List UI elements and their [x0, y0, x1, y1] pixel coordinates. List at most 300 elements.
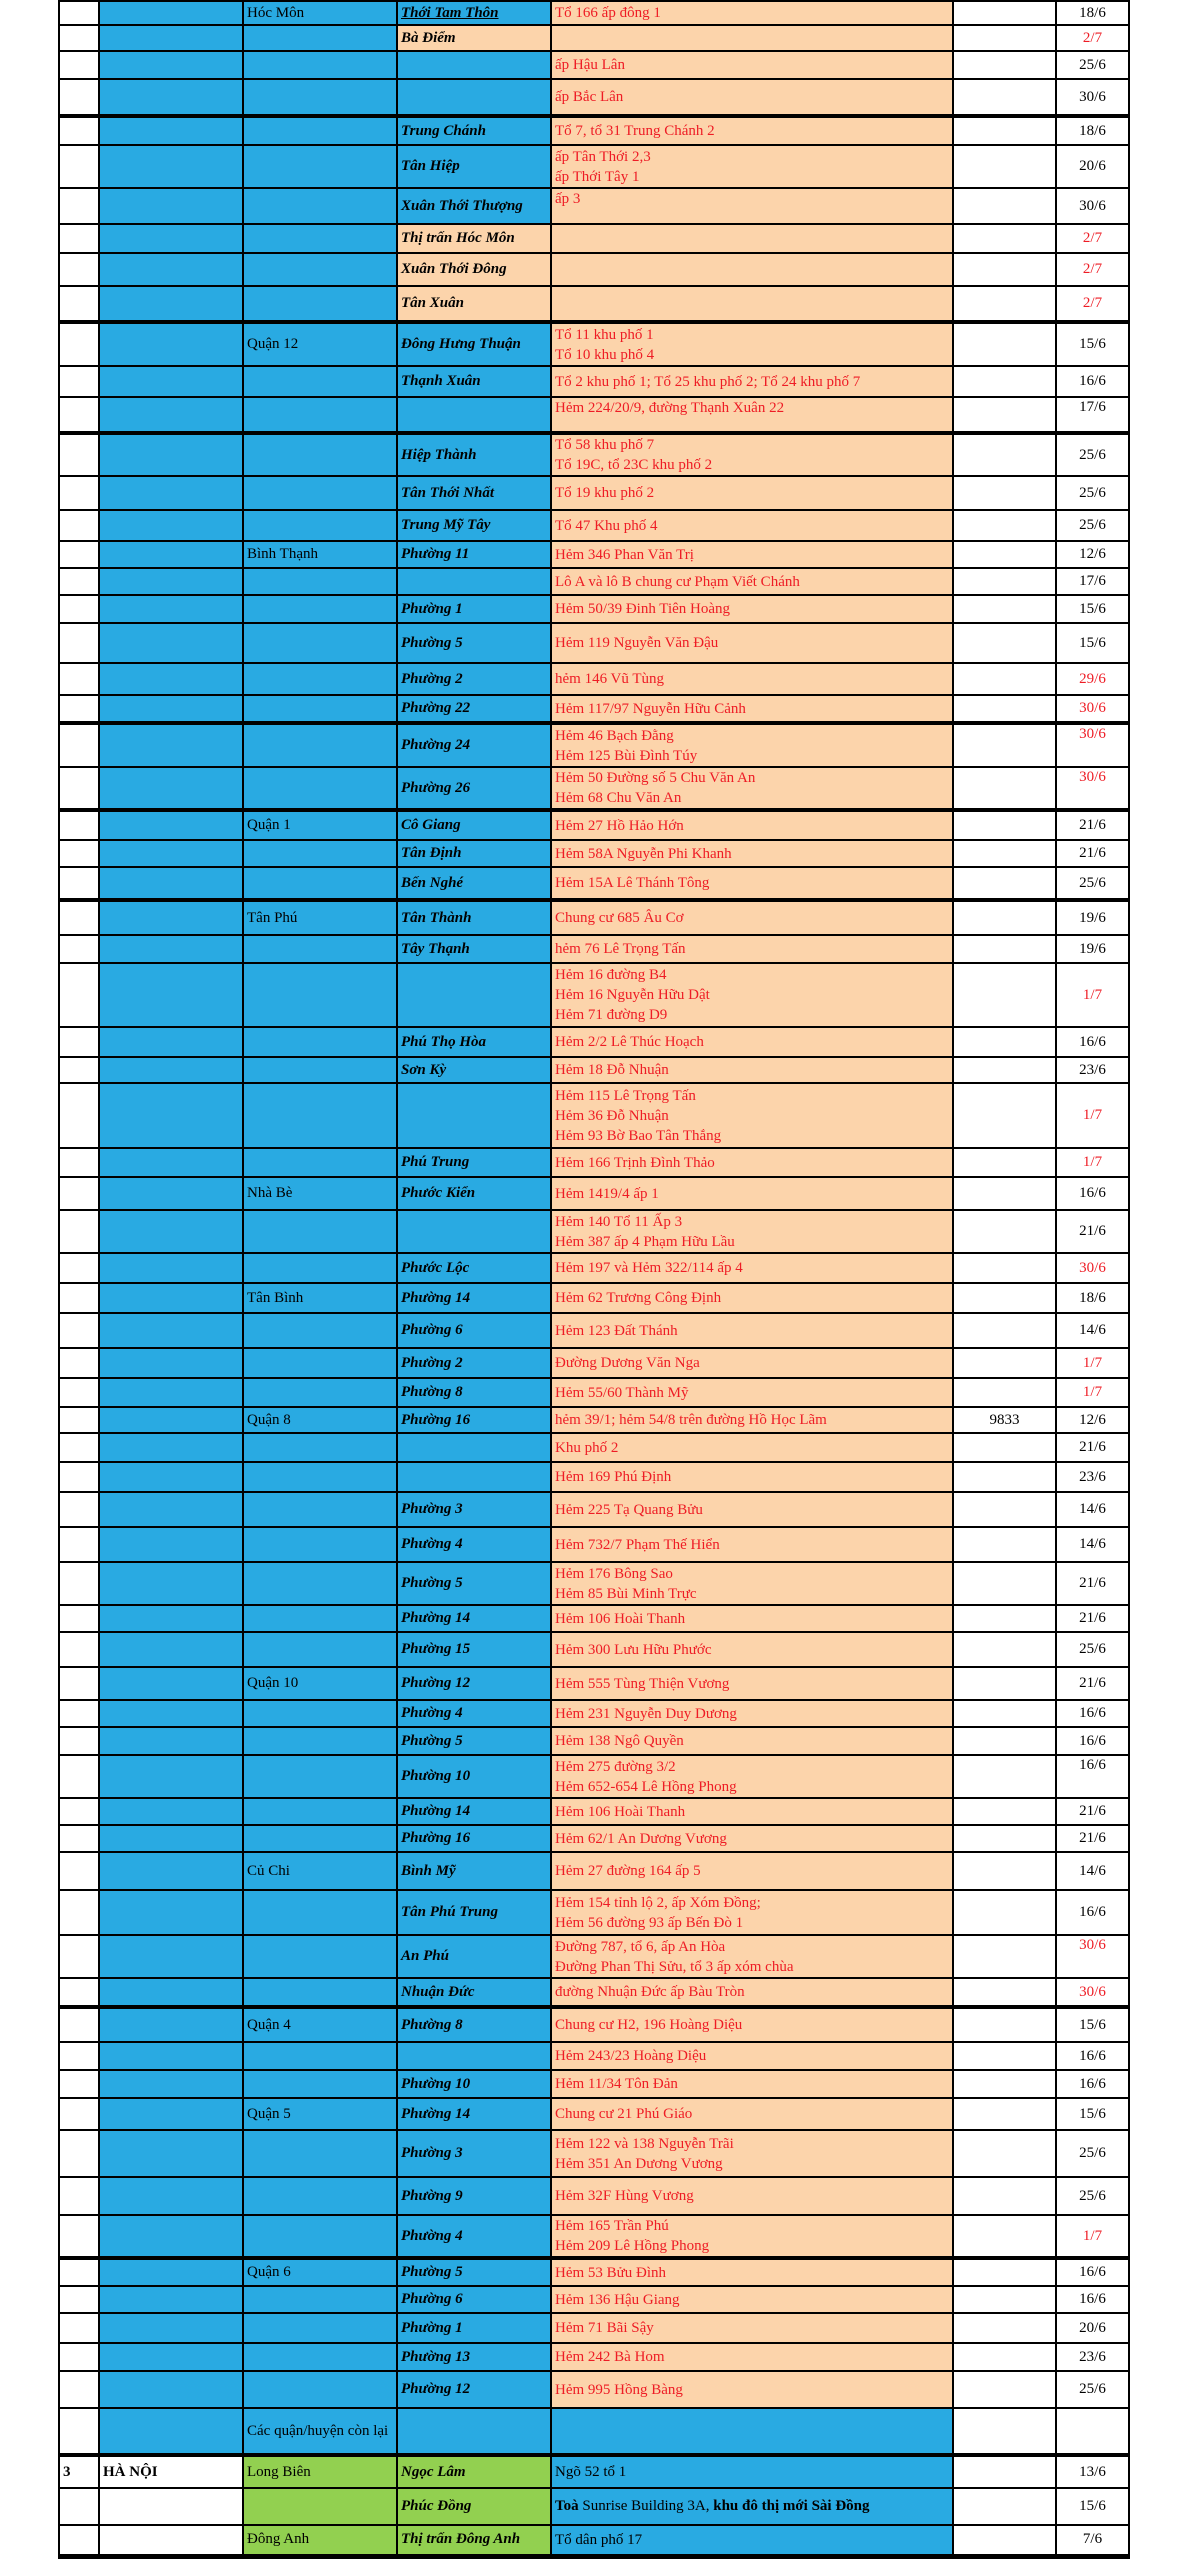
cell-case-count: [953, 1492, 1056, 1527]
cell-date: 21/6: [1056, 810, 1129, 840]
table-row: [59, 2343, 1129, 2371]
cell-case-count: [953, 2177, 1056, 2215]
table-row: [59, 366, 1129, 397]
address-line: Hẻm 231 Nguyễn Duy Dương: [555, 1705, 737, 1722]
cell-address: [551, 1210, 953, 1253]
cell-address: [551, 476, 953, 510]
cell-district: [243, 1632, 397, 1667]
cell-case-count: [953, 1283, 1056, 1313]
address-line: Hẻm 995 Hồng Bàng: [555, 2381, 683, 2398]
cell-district: Các quận/huyện còn lại: [243, 2408, 397, 2455]
address-line: Lô A và lô B chung cư Phạm Viết Chánh: [555, 573, 800, 590]
cell-case-count: [953, 224, 1056, 253]
cell-ward: Phường 6: [397, 1313, 551, 1348]
cell-district: [243, 510, 397, 541]
cell-address: [551, 1378, 953, 1407]
cell-city: [99, 1667, 243, 1700]
cell-city: [99, 224, 243, 253]
cell-date: 20/6: [1056, 2313, 1129, 2343]
cell-date: 30/6: [1056, 1978, 1129, 2007]
cell-date: 21/6: [1056, 1210, 1129, 1253]
cell-date: 20/6: [1056, 145, 1129, 188]
cell-date: 12/6: [1056, 541, 1129, 568]
cell-address: [551, 224, 953, 253]
cell-city: [99, 2042, 243, 2070]
cell-ward: An Phú: [397, 1935, 551, 1978]
cell-row-index: [59, 476, 99, 510]
cell-row-index: [59, 695, 99, 723]
cell-address: [551, 2070, 953, 2098]
cell-city: [99, 623, 243, 663]
cell-district: [243, 1727, 397, 1755]
cell-address: [551, 1935, 953, 1978]
cell-address: [551, 1283, 953, 1313]
address-line: Tổ dân phố 17: [555, 2531, 643, 2548]
table-row: [59, 1700, 1129, 1727]
address-line: Hẻm 169 Phú Định: [555, 1469, 672, 1485]
cell-district: [243, 568, 397, 595]
cell-ward: Hiệp Thành: [397, 433, 551, 476]
cell-ward: Phường 1: [397, 2313, 551, 2343]
cell-case-count: [953, 1825, 1056, 1852]
cell-case-count: [953, 1348, 1056, 1378]
cell-row-index: [59, 51, 99, 79]
cell-date: 25/6: [1056, 51, 1129, 79]
cell-address: [551, 1, 953, 25]
cell-district: [243, 366, 397, 397]
cell-ward: Phường 3: [397, 1492, 551, 1527]
cell-city: [99, 286, 243, 322]
cell-row-index: [59, 253, 99, 286]
cell-case-count: [953, 1852, 1056, 1890]
cell-date: 15/6: [1056, 322, 1129, 366]
table-row: [59, 322, 1129, 366]
cell-address: [551, 2098, 953, 2130]
table-row: [59, 1027, 1129, 1057]
address-line: đường Nhuận Đức ấp Bàu Tròn: [555, 1984, 745, 2000]
cell-date: 30/6: [1056, 79, 1129, 116]
cell-district: [243, 25, 397, 51]
address-line: Hẻm 225 Tạ Quang Bửu: [555, 1501, 703, 1518]
cell-address: [551, 840, 953, 867]
cell-case-count: [953, 1148, 1056, 1177]
cell-row-index: [59, 1283, 99, 1313]
cell-case-count: [953, 1935, 1056, 1978]
address-line: Hẻm 300 Lưu Hữu Phước: [555, 1641, 712, 1658]
address-line: Hẻm 32F Hùng Vương: [555, 2188, 694, 2204]
cell-ward: Phúc Đồng: [397, 2488, 551, 2525]
cell-row-index: [59, 1027, 99, 1057]
cell-case-count: [953, 25, 1056, 51]
cell-city: [99, 1177, 243, 1210]
cell-row-index: [59, 1700, 99, 1727]
cell-district: Quận 1: [243, 810, 397, 840]
cell-district: [243, 145, 397, 188]
cell-district: [243, 2215, 397, 2258]
cell-date: 2/7: [1056, 286, 1129, 322]
cell-case-count: [953, 2215, 1056, 2258]
table-row: [59, 476, 1129, 510]
cell-city: [99, 810, 243, 840]
table-row: [59, 2070, 1129, 2098]
cell-row-index: [59, 25, 99, 51]
cell-address: [551, 1755, 953, 1798]
table-row: [59, 1527, 1129, 1562]
address-line: Hẻm 16 đường B4: [555, 967, 667, 983]
cell-case-count: [953, 2286, 1056, 2313]
table-row: [59, 2042, 1129, 2070]
cell-district: Quận 5: [243, 2098, 397, 2130]
cell-case-count: [953, 935, 1056, 963]
address-line: Hẻm 27 Hồ Hảo Hớn: [555, 817, 684, 834]
cell-row-index: [59, 568, 99, 595]
cell-row-index: [59, 1210, 99, 1253]
address-line: Hẻm 176 Bông Sao: [555, 1565, 673, 1582]
cell-city: [99, 1283, 243, 1313]
cell-address: [551, 1057, 953, 1083]
address-line: Chung cư 685 Âu Cơ: [555, 910, 684, 926]
cell-district: [243, 2177, 397, 2215]
cell-city: [99, 1027, 243, 1057]
address-text-segment: Toà: [555, 2498, 583, 2515]
cell-case-count: [953, 253, 1056, 286]
address-line: Tổ 10 khu phố 4: [555, 346, 655, 363]
cell-date: 30/6: [1056, 1935, 1129, 1978]
cell-ward: Phường 1: [397, 595, 551, 623]
address-line: Tổ 19 khu phố 2: [555, 485, 655, 501]
cell-address: [551, 397, 953, 433]
cell-address: [551, 322, 953, 366]
cell-date: 1/7: [1056, 1083, 1129, 1148]
cell-row-index: [59, 1562, 99, 1605]
cell-case-count: [953, 2488, 1056, 2525]
cell-date: 1/7: [1056, 1378, 1129, 1407]
cell-case-count: [953, 2258, 1056, 2286]
cell-date: 30/6: [1056, 767, 1129, 810]
address-line: ấp Bắc Lân: [555, 89, 624, 105]
cell-city: [99, 366, 243, 397]
lockdown-locations-table: [58, 0, 1130, 2559]
cell-city: [99, 2215, 243, 2258]
cell-district: [243, 1210, 397, 1253]
table-row: [59, 595, 1129, 623]
cell-date: 18/6: [1056, 1, 1129, 25]
address-line: Hẻm 50 Đường số 5 Chu Văn An: [555, 770, 756, 786]
cell-date: 21/6: [1056, 1798, 1129, 1825]
cell-ward: Ngọc Lâm: [397, 2455, 551, 2488]
cell-date: 16/6: [1056, 1890, 1129, 1935]
address-line: Hẻm 125 Bùi Đình Túy: [555, 747, 698, 764]
cell-city: [99, 1313, 243, 1348]
cell-city: [99, 2525, 243, 2556]
cell-district: [243, 1462, 397, 1492]
cell-address: [551, 1798, 953, 1825]
cell-ward: Phường 14: [397, 1798, 551, 1825]
cell-row-index: [59, 623, 99, 663]
cell-case-count: [953, 1, 1056, 25]
table-row: [59, 2371, 1129, 2408]
cell-district: [243, 963, 397, 1027]
cell-district: [243, 1148, 397, 1177]
cell-city: [99, 79, 243, 116]
address-line: Chung cư 21 Phú Giáo: [555, 2106, 693, 2122]
cell-address: [551, 695, 953, 723]
cell-address: [551, 810, 953, 840]
cell-address: [551, 1978, 953, 2007]
cell-case-count: [953, 1890, 1056, 1935]
cell-case-count: [953, 2042, 1056, 2070]
cell-ward: Phường 14: [397, 2098, 551, 2130]
cell-row-index: [59, 1935, 99, 1978]
cell-row-index: [59, 663, 99, 695]
address-line: Hẻm 50/39 Đinh Tiên Hoàng: [555, 601, 731, 617]
cell-case-count: 9833: [953, 1407, 1056, 1433]
cell-address: [551, 2042, 953, 2070]
cell-district: [243, 397, 397, 433]
cell-district: [243, 2488, 397, 2525]
table-row: [59, 1935, 1129, 1978]
cell-date: 19/6: [1056, 935, 1129, 963]
cell-row-index: [59, 1083, 99, 1148]
cell-ward: Phường 4: [397, 1527, 551, 1562]
address-line: Hẻm 18 Đỗ Nhuận: [555, 1062, 669, 1078]
cell-ward: [397, 2042, 551, 2070]
cell-date: 21/6: [1056, 1433, 1129, 1462]
cell-address: [551, 1433, 953, 1462]
cell-case-count: [953, 2098, 1056, 2130]
cell-case-count: [953, 2371, 1056, 2408]
table-row: [59, 253, 1129, 286]
cell-case-count: [953, 1177, 1056, 1210]
cell-city: [99, 1825, 243, 1852]
cell-district: [243, 286, 397, 322]
lockdown-table-body: [59, 1, 1129, 2556]
table-row: [59, 2525, 1129, 2556]
cell-date: 25/6: [1056, 510, 1129, 541]
cell-date: 21/6: [1056, 1605, 1129, 1632]
cell-ward: Phước Lộc: [397, 1253, 551, 1283]
table-row: [59, 963, 1129, 1027]
cell-case-count: [953, 1605, 1056, 1632]
cell-address: [551, 1148, 953, 1177]
cell-address: [551, 1462, 953, 1492]
cell-case-count: [953, 695, 1056, 723]
address-line: Tổ 2 khu phố 1; Tổ 25 khu phố 2; Tổ 24 khu phố 7: [555, 373, 861, 390]
cell-case-count: [953, 476, 1056, 510]
cell-city: [99, 2130, 243, 2177]
cell-case-count: [953, 433, 1056, 476]
cell-ward: [397, 51, 551, 79]
address-line: Hẻm 36 Đỗ Nhuận: [555, 1107, 669, 1124]
cell-address: [551, 1083, 953, 1148]
address-line: Hẻm 85 Bùi Minh Trực: [555, 1585, 697, 1602]
cell-district: [243, 116, 397, 145]
cell-ward: Xuân Thới Đông: [397, 253, 551, 286]
cell-district: Quận 4: [243, 2007, 397, 2042]
cell-address: [551, 867, 953, 900]
cell-date: 25/6: [1056, 476, 1129, 510]
cell-ward: Phường 15: [397, 1632, 551, 1667]
cell-district: Tân Bình: [243, 1283, 397, 1313]
cell-district: [243, 476, 397, 510]
address-line: Tổ 7, tổ 31 Trung Chánh 2: [555, 123, 715, 139]
address-line: Hẻm 243/23 Hoàng Diệu: [555, 2048, 707, 2064]
cell-ward: [397, 397, 551, 433]
cell-ward: Phường 4: [397, 2215, 551, 2258]
address-line: Hẻm 242 Bà Hom: [555, 2349, 665, 2365]
cell-district: Bình Thạnh: [243, 541, 397, 568]
cell-city: [99, 1798, 243, 1825]
cell-address: [551, 1313, 953, 1348]
cell-address: [551, 568, 953, 595]
cell-ward: Thạnh Xuân: [397, 366, 551, 397]
cell-row-index: 3: [59, 2455, 99, 2488]
cell-address: [551, 116, 953, 145]
cell-ward: [397, 79, 551, 116]
table-row: [59, 810, 1129, 840]
cell-case-count: [953, 1462, 1056, 1492]
cell-district: [243, 1890, 397, 1935]
cell-date: 15/6: [1056, 623, 1129, 663]
cell-address: [551, 1890, 953, 1935]
cell-row-index: [59, 145, 99, 188]
address-line: Hẻm 11/34 Tôn Đản: [555, 2076, 678, 2092]
cell-ward: Sơn Kỳ: [397, 1057, 551, 1083]
cell-row-index: [59, 2042, 99, 2070]
cell-district: [243, 2070, 397, 2098]
cell-row-index: [59, 224, 99, 253]
cell-ward: [397, 568, 551, 595]
cell-city: [99, 541, 243, 568]
cell-row-index: [59, 366, 99, 397]
table-row: [59, 1632, 1129, 1667]
cell-district: [243, 935, 397, 963]
cell-district: [243, 1798, 397, 1825]
cell-address: [551, 1177, 953, 1210]
cell-ward: Phường 5: [397, 1562, 551, 1605]
cell-case-count: [953, 1027, 1056, 1057]
cell-case-count: [953, 900, 1056, 935]
address-line: Hẻm 15A Lê Thánh Tông: [555, 875, 710, 891]
cell-district: [243, 1433, 397, 1462]
address-line: Hẻm 122 và 138 Nguyễn Trãi: [555, 2135, 734, 2152]
cell-ward: Bến Nghé: [397, 867, 551, 900]
address-line: hẻm 76 Lê Trọng Tấn: [555, 941, 686, 957]
cell-address: [551, 1348, 953, 1378]
table-row: [59, 2007, 1129, 2042]
cell-address: [551, 145, 953, 188]
cell-ward: [397, 1083, 551, 1148]
cell-row-index: [59, 2130, 99, 2177]
cell-city: [99, 1852, 243, 1890]
cell-address: [551, 1527, 953, 1562]
address-line: Hẻm 224/20/9, đường Thạnh Xuân 22: [555, 400, 785, 416]
cell-ward: Phường 12: [397, 1667, 551, 1700]
cell-address: [551, 2525, 953, 2556]
cell-date: 16/6: [1056, 2258, 1129, 2286]
table-row: [59, 25, 1129, 51]
cell-date: 1/7: [1056, 1148, 1129, 1177]
table-row: [59, 1210, 1129, 1253]
address-line: Hẻm 140 Tổ 11 Ấp 3: [555, 1213, 683, 1230]
cell-city: [99, 253, 243, 286]
cell-case-count: [953, 116, 1056, 145]
cell-city: [99, 1348, 243, 1378]
cell-district: [243, 1562, 397, 1605]
cell-row-index: [59, 2371, 99, 2408]
cell-ward: Phường 2: [397, 1348, 551, 1378]
address-line: Ngõ 52 tổ 1: [555, 2464, 627, 2480]
cell-date: 16/6: [1056, 2042, 1129, 2070]
cell-city: [99, 2177, 243, 2215]
cell-ward: [397, 963, 551, 1027]
cell-district: [243, 1755, 397, 1798]
cell-date: 21/6: [1056, 1825, 1129, 1852]
cell-ward: Cô Giang: [397, 810, 551, 840]
cell-address: [551, 51, 953, 79]
cell-row-index: [59, 2215, 99, 2258]
address-line: Hẻm 346 Phan Văn Trị: [555, 546, 694, 563]
table-row: [59, 723, 1129, 767]
cell-city: [99, 867, 243, 900]
table-row: [59, 2215, 1129, 2258]
cell-case-count: [953, 623, 1056, 663]
address-line: Chung cư H2, 196 Hoàng Diệu: [555, 2017, 743, 2033]
cell-row-index: [59, 1057, 99, 1083]
cell-case-count: [953, 2130, 1056, 2177]
cell-district: Củ Chi: [243, 1852, 397, 1890]
cell-date: 14/6: [1056, 1313, 1129, 1348]
cell-city: [99, 397, 243, 433]
cell-district: [243, 1027, 397, 1057]
cell-ward: [397, 1210, 551, 1253]
cell-ward: Tân Thành: [397, 900, 551, 935]
address-line: Hẻm 652-654 Lê Hồng Phong: [555, 1778, 737, 1795]
cell-address: [551, 2455, 953, 2488]
cell-district: [243, 1978, 397, 2007]
address-line: ấp Tân Thới 2,3: [555, 148, 651, 165]
address-line: ấp 3: [555, 191, 581, 207]
cell-row-index: [59, 1313, 99, 1348]
cell-row-index: [59, 1378, 99, 1407]
cell-district: [243, 1935, 397, 1978]
cell-district: Tân Phú: [243, 900, 397, 935]
cell-address: [551, 188, 953, 224]
table-row: [59, 188, 1129, 224]
cell-city: [99, 767, 243, 810]
address-line: Hẻm 197 và Hẻm 322/114 ấp 4: [555, 1260, 743, 1276]
cell-case-count: [953, 1057, 1056, 1083]
cell-district: [243, 1083, 397, 1148]
cell-address: [551, 663, 953, 695]
cell-case-count: [953, 2455, 1056, 2488]
cell-city: [99, 1492, 243, 1527]
cell-ward: Thị trấn Hóc Môn: [397, 224, 551, 253]
cell-district: [243, 51, 397, 79]
cell-district: [243, 1253, 397, 1283]
cell-case-count: [953, 568, 1056, 595]
table-row: [59, 2258, 1129, 2286]
table-row: [59, 900, 1129, 935]
cell-address: [551, 1632, 953, 1667]
cell-case-count: [953, 1378, 1056, 1407]
address-line: Hẻm 1419/4 ấp 1: [555, 1185, 659, 1202]
address-line: Hẻm 16 Nguyễn Hữu Dật: [555, 987, 710, 1003]
address-line: Hẻm 387 ấp 4 Phạm Hữu Lầu: [555, 1233, 735, 1250]
cell-city: [99, 1527, 243, 1562]
address-line: Khu phố 2: [555, 1439, 619, 1456]
cell-case-count: [953, 1083, 1056, 1148]
